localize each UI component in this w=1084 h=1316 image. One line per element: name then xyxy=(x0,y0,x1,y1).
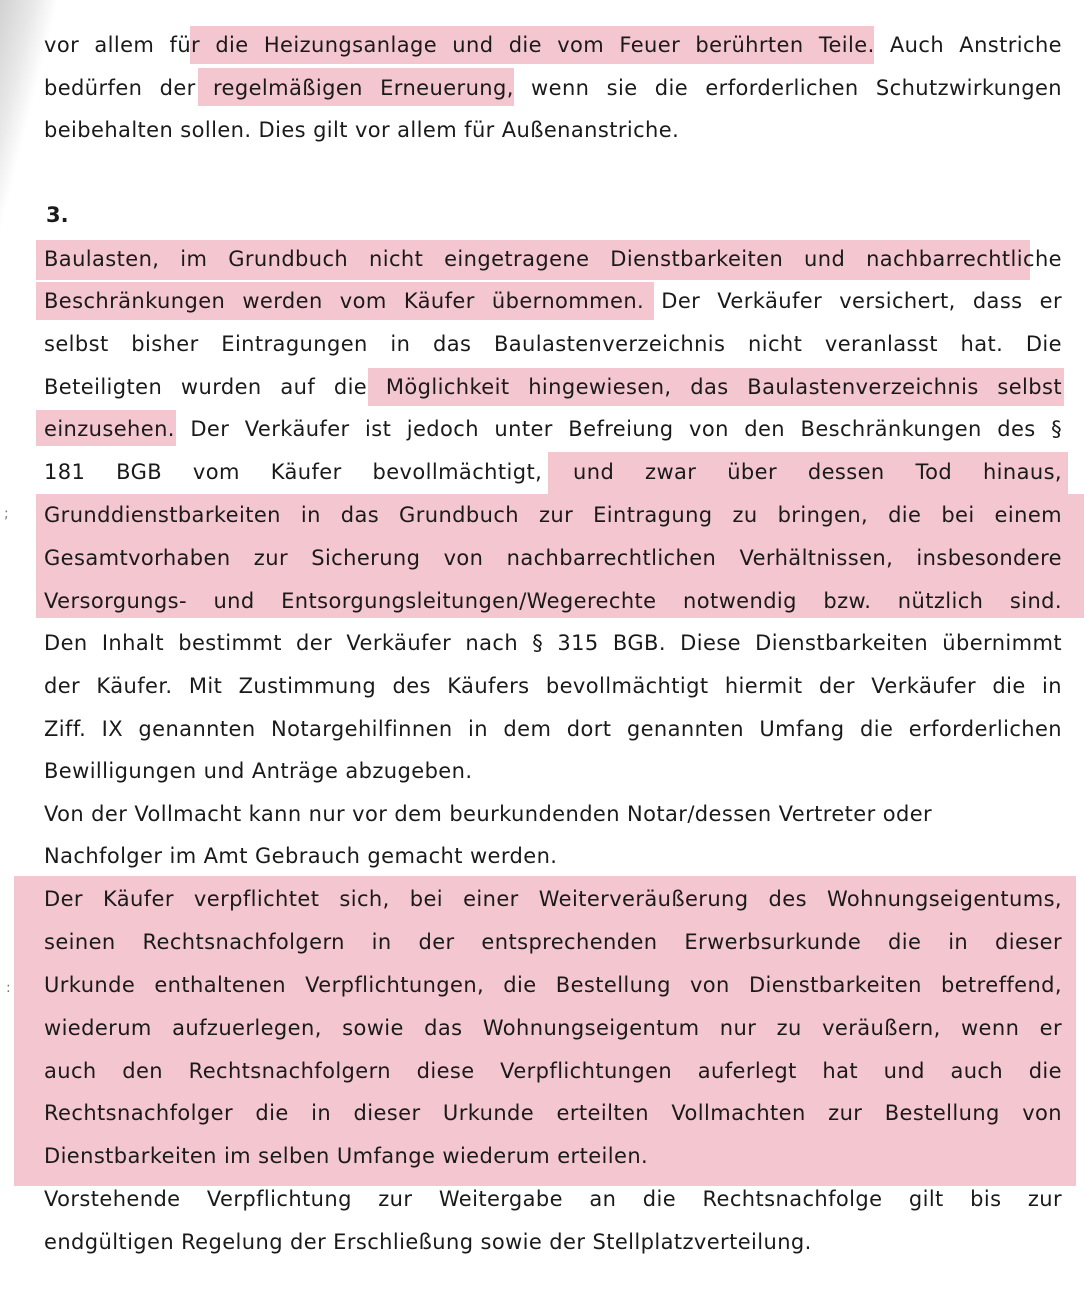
text-line: Versorgungs- und Entsorgungsleitungen/Wegerechte notwendig bzw. nützlich sind. xyxy=(44,589,1062,613)
text-line: beibehalten sollen. Dies gilt vor allem für Außenanstriche. xyxy=(44,118,680,142)
text-line: Gesamtvorhaben zur Sicherung von nachbarrechtlichen Verhältnissen, insbesondere xyxy=(44,546,1062,570)
text-line: auch den Rechtsnachfolgern diese Verpflichtungen auferlegt hat und auch die xyxy=(44,1059,1062,1083)
text-line: Urkunde enthaltenen Verpflichtungen, die Bestellung von Dienstbarkeiten betreffend, xyxy=(44,973,1062,997)
text-line: vor allem für die Heizungsanlage und die vom Feuer berührten Teile. Auch Anstriche xyxy=(44,33,1062,57)
text-line: endgültigen Regelung der Erschließung sowie der Stellplatzverteilung. xyxy=(44,1230,812,1254)
text-line: Den Inhalt bestimmt der Verkäufer nach § 315 BGB. Diese Dienstbarkeiten übernimmt xyxy=(44,631,1062,655)
text-line: Bewilligungen und Anträge abzugeben. xyxy=(44,759,473,783)
text-line: Von der Vollmacht kann nur vor dem beurkundenden Notar/dessen Vertreter oder xyxy=(44,802,933,826)
text-line: bedürfen der regelmäßigen Erneuerung, wenn sie die erforderlichen Schutzwirkungen xyxy=(44,76,1062,100)
text-line: Beteiligten wurden auf die Möglichkeit hingewiesen, das Baulastenverzeichnis selbst xyxy=(44,375,1062,399)
text-line: Vorstehende Verpflichtung zur Weitergabe an die Rechtsnachfolge gilt bis zur xyxy=(44,1187,1062,1211)
text-line: Ziff. IX genannten Notargehilfinnen in dem dort genannten Umfang die erforderlichen xyxy=(44,717,1062,741)
section-number: 3. xyxy=(46,203,69,227)
text-line: der Käufer. Mit Zustimmung des Käufers bevollmächtigt hiermit der Verkäufer die in xyxy=(44,674,1062,698)
text-line: Rechtsnachfolger die in dieser Urkunde erteilten Vollmachten zur Bestellung von xyxy=(44,1101,1062,1125)
text-line: Nachfolger im Amt Gebrauch gemacht werden. xyxy=(44,844,558,868)
scan-speck: ; xyxy=(4,506,9,522)
text-line: Baulasten, im Grundbuch nicht eingetragene Dienstbarkeiten und nachbarrechtliche xyxy=(44,247,1062,271)
text-line: Grunddienstbarkeiten in das Grundbuch zur Eintragung zu bringen, die bei einem xyxy=(44,503,1062,527)
text-line: Beschränkungen werden vom Käufer übernommen. Der Verkäufer versichert, dass er xyxy=(44,289,1062,313)
scan-speck: : xyxy=(6,980,11,996)
text-line: wiederum aufzuerlegen, sowie das Wohnungseigentum nur zu veräußern, wenn er xyxy=(44,1016,1062,1040)
text-line: einzusehen. Der Verkäufer ist jedoch unter Befreiung von den Beschränkungen des § xyxy=(44,417,1062,441)
text-line: Der Käufer verpflichtet sich, bei einer Weiterveräußerung des Wohnungseigentums, xyxy=(44,887,1062,911)
text-line: selbst bisher Eintragungen in das Baulastenverzeichnis nicht veranlasst hat. Die xyxy=(44,332,1062,356)
text-line: seinen Rechtsnachfolgern in der entsprechenden Erwerbsurkunde die in dieser xyxy=(44,930,1062,954)
text-line: 181 BGB vom Käufer bevollmächtigt, und zwar über dessen Tod hinaus, xyxy=(44,460,1062,484)
text-line: Dienstbarkeiten im selben Umfange wiederum erteilen. xyxy=(44,1144,649,1168)
